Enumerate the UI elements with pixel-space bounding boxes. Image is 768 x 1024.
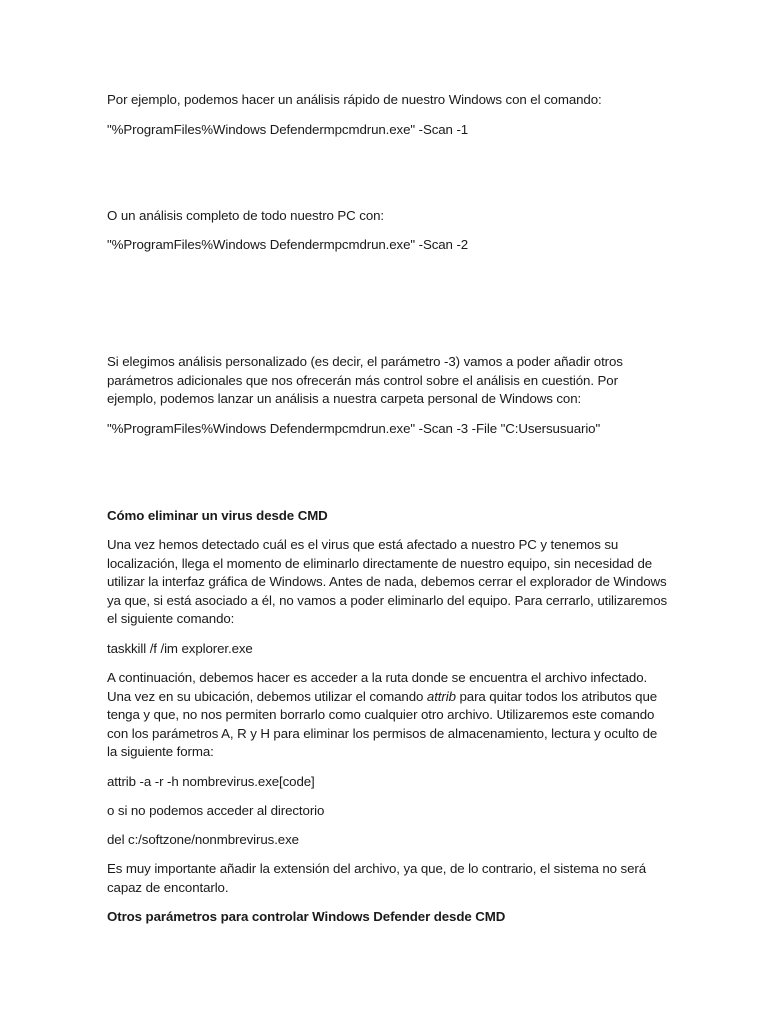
attrib-command-name: attrib (426, 688, 456, 704)
paragraph-directory: o si no podemos acceder al directorio (107, 803, 325, 818)
paragraph-attrib-end: para quitar todos los atributos que tenga y que, no nos permiten borrarlo como cualquier otro archivo. Utilizaremos este comando con los parámetros A, R y H para eliminar los permisos de almacenamiento, lectura y oculto de la siguiente forma: (107, 688, 658, 760)
command-attrib: attrib -a -r -h nombrevirus.exe[code] (107, 774, 315, 789)
heading-other-parameters: Otros parámetros para controlar Windows Defender desde CMD (107, 909, 506, 924)
command-full-scan: "%ProgramFiles%Windows Defendermpcmdrun.exe" -Scan -2 (107, 237, 469, 252)
command-custom-scan: "%ProgramFiles%Windows Defendermpcmdrun.exe" -Scan -3 -File "C:Usersusuario" (107, 421, 601, 436)
paragraph-full-scan-intro: O un análisis completo de todo nuestro PC con: (107, 208, 385, 223)
paragraph-remove-virus: Una vez hemos detectado cuál es el virus que está afectado a nuestro PC y tenemos su localización, llega el momento de eliminarlo directamente de nuestro equipo, sin necesidad de utilizar la interfaz gráfica de Windows. Antes de nada, debemos cerrar el explorador de Windows ya que, si está asociado a él, no vamos a poder eliminarlo del equipo. Para cerrarlo, utilizaremos el siguiente comando: (107, 537, 668, 627)
paragraph-attrib-start: A continuación, debemos hacer es acceder a la ruta donde se encuentra el archivo infectado. Una vez en su ubicación, debemos utilizar el comando (107, 670, 648, 704)
command-taskkill: taskkill /f /im explorer.exe (107, 641, 253, 656)
paragraph-attrib (107, 669, 663, 762)
command-del: del c:/softzone/nonmbrevirus.exe (107, 832, 299, 847)
paragraph-quick-scan-intro: Por ejemplo, podemos hacer un análisis rápido de nuestro Windows con el comando: (107, 92, 602, 107)
command-quick-scan: "%ProgramFiles%Windows Defendermpcmdrun.exe" -Scan -1 (107, 122, 469, 137)
heading-remove-virus: Cómo eliminar un virus desde CMD (107, 508, 328, 523)
paragraph-custom-scan: Si elegimos análisis personalizado (es decir, el parámetro -3) vamos a poder añadir otros parámetros adicionales que nos ofrecerán más control sobre el análisis en cuestión. Por ejemplo, podemos lanzar un análisis a nuestra carpeta personal de Windows con: (107, 354, 623, 407)
paragraph-extension-note: Es muy importante añadir la extensión del archivo, ya que, de lo contrario, el sistema no será capaz de encontarlo. (107, 861, 647, 895)
